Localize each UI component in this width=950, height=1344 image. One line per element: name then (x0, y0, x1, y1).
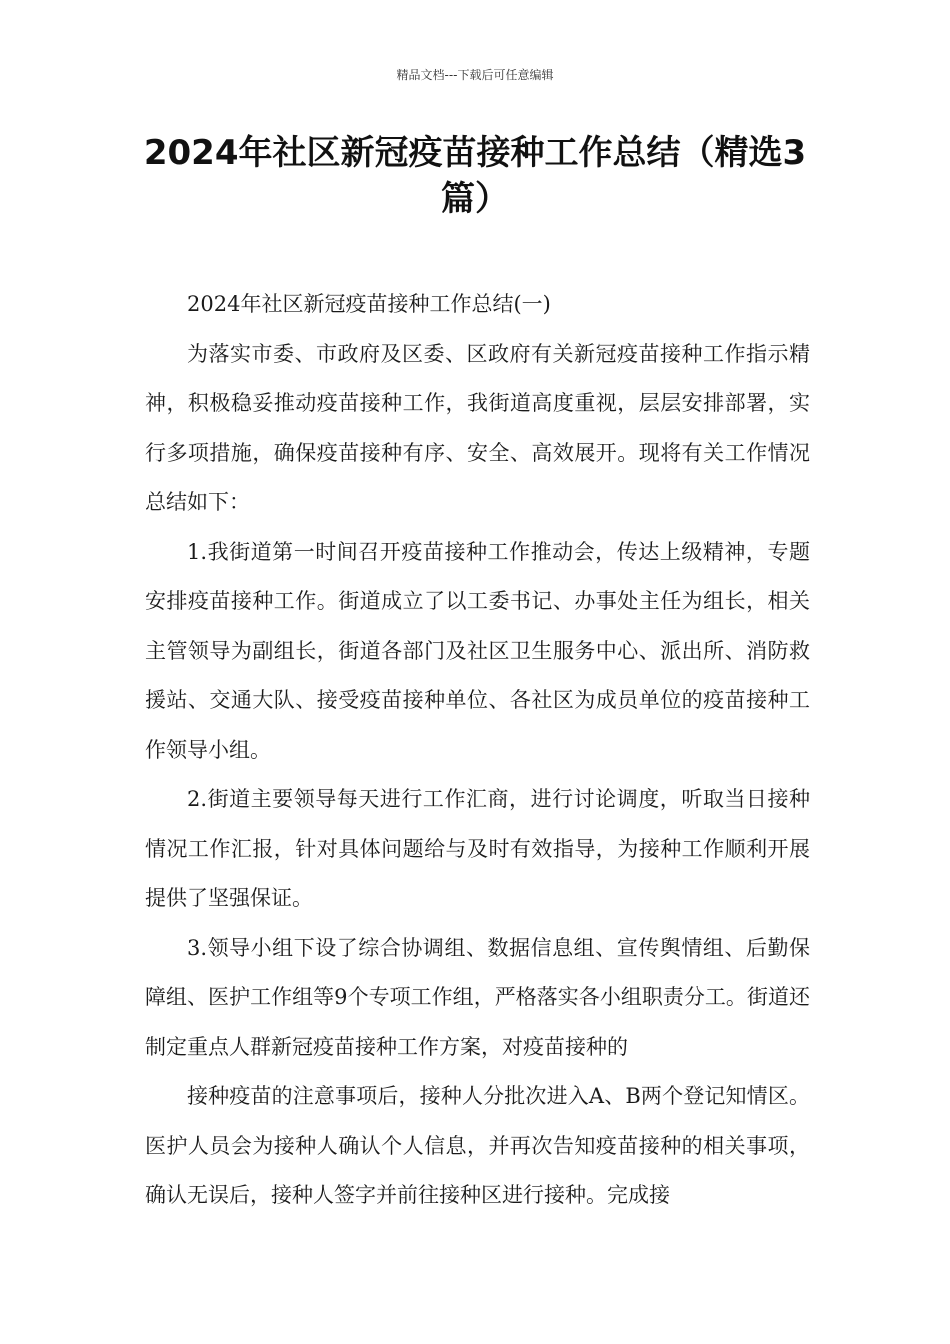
paragraph: 接种疫苗的注意事项后，接种人分批次进入A、B两个登记知情区。医护人员会为接种人确认个人信息，并再次告知疫苗接种的相关事项，确认无误后，接种人签字并前往接种区进行接种。完成接 (145, 1084, 810, 1207)
header-note: 精品文档---下载后可任意编辑 (396, 68, 554, 82)
document-title: 2024年社区新冠疫苗接种工作总结（精选3篇） (143, 133, 807, 219)
section-heading: 2024年社区新冠疫苗接种工作总结(一) (187, 292, 551, 316)
paragraph: 2.街道主要领导每天进行工作汇商，进行讨论调度，听取当日接种情况工作汇报，针对具体问题给与及时有效指导，为接种工作顺利开展提供了坚强保证。 (145, 787, 810, 910)
paragraph: 为落实市委、市政府及区委、区政府有关新冠疫苗接种工作指示精神，积极稳妥推动疫苗接种工作，我街道高度重视，层层安排部署，实行多项措施，确保疫苗接种有序、安全、高效展开。现将有关工作情况总结如下： (145, 341, 810, 514)
paragraph: 3.领导小组下设了综合协调组、数据信息组、宣传舆情组、后勤保障组、医护工作组等9个专项工作组，严格落实各小组职责分工。街道还制定重点人群新冠疫苗接种工作方案，对疫苗接种的 (145, 935, 810, 1059)
paragraph: 1.我街道第一时间召开疫苗接种工作推动会，传达上级精神，专题安排疫苗接种工作。街道成立了以工委书记、办事处主任为组长，相关主管领导为副组长，街道各部门及社区卫生服务中心、派出所、消防救援站、交通大队、接受疫苗接种单位、各社区为成员单位的疫苗接种工作领导小组。 (145, 539, 810, 762)
document-body (145, 280, 810, 1221)
